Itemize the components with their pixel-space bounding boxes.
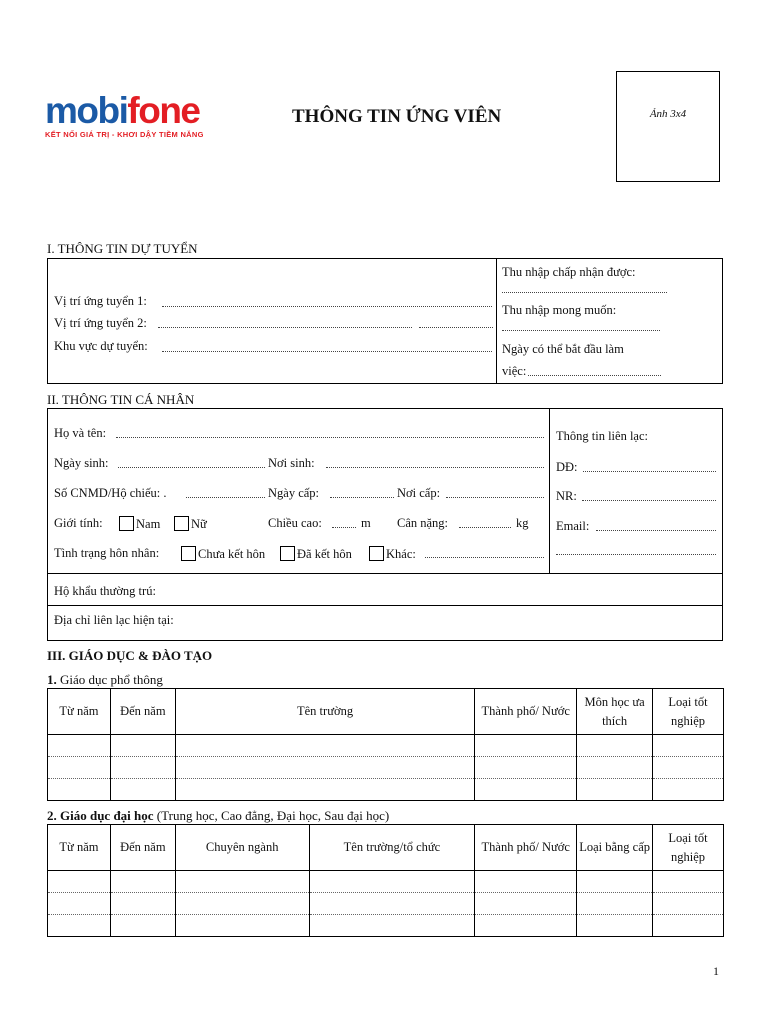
desired-income-label: Thu nhập mong muốn:: [502, 303, 617, 317]
start-date-field[interactable]: [528, 375, 661, 376]
weight-label: Cân nặng:: [397, 516, 449, 530]
dob-label: Ngày sinh:: [54, 456, 109, 470]
acceptable-income-label: Thu nhập chấp nhận được:: [502, 265, 636, 279]
mobile-field[interactable]: [583, 471, 716, 472]
contact-info-label: Thông tin liên lạc:: [556, 429, 648, 443]
column-header: Loại tốt nghiệp: [653, 825, 724, 871]
column-header: Thành phố/ Nước: [475, 825, 577, 871]
column-header: Từ năm: [48, 825, 111, 871]
position2-field[interactable]: [158, 327, 412, 328]
gender-male-option[interactable]: Nam: [119, 516, 160, 532]
logo-wordmark: mobifone: [45, 90, 200, 131]
height-unit: m: [361, 516, 371, 530]
issue-date-label: Ngày cấp:: [268, 486, 320, 500]
position1-label: Vị trí ứng tuyển 1:: [54, 294, 147, 308]
email-field[interactable]: [596, 530, 716, 531]
married-checkbox[interactable]: [280, 546, 295, 561]
weight-unit: kg: [516, 516, 529, 530]
issue-place-label: Nơi cấp:: [397, 486, 441, 500]
other-checkbox[interactable]: [369, 546, 384, 561]
column-header: Đến năm: [110, 689, 175, 735]
table-row: [48, 757, 724, 779]
area-label: Khu vực dự tuyển:: [54, 339, 148, 353]
email-label: Email:: [556, 519, 590, 533]
column-header: Tên trường: [175, 689, 474, 735]
higher-education-table: [47, 824, 724, 937]
height-field[interactable]: [332, 527, 356, 528]
height-label: Chiều cao:: [268, 516, 322, 530]
issue-date-field[interactable]: [330, 497, 394, 498]
table-row: [48, 735, 724, 757]
single-checkbox[interactable]: [181, 546, 196, 561]
column-header: Loại tốt nghiệp: [653, 689, 724, 735]
table-row: [48, 871, 724, 893]
column-header: Thành phố/ Nước: [475, 689, 577, 735]
gender-female-option[interactable]: Nữ: [174, 516, 207, 532]
birthplace-label: Nơi sinh:: [268, 456, 315, 470]
full-name-label: Họ và tên:: [54, 426, 107, 440]
marital-other-field[interactable]: [425, 557, 544, 558]
subsection-1-heading: 1. Giáo dục phổ thông: [47, 672, 163, 687]
column-header: Từ năm: [48, 689, 111, 735]
id-number-field[interactable]: [186, 497, 265, 498]
photo-label: Ảnh 3x4: [649, 108, 687, 120]
full-name-field[interactable]: [116, 437, 544, 438]
section-1-heading: I. THÔNG TIN DỰ TUYỂN: [47, 241, 198, 256]
general-education-table: [47, 688, 724, 801]
column-header: Tên trường/tổ chức: [309, 825, 475, 871]
female-checkbox[interactable]: [174, 516, 189, 531]
start-date-label: Ngày có thể bắt đầu làm: [502, 342, 624, 356]
table-row: [48, 893, 724, 915]
weight-field[interactable]: [459, 527, 511, 528]
page-title: THÔNG TIN ỨNG VIÊN: [292, 106, 502, 127]
section-3-heading: III. GIÁO DỤC & ĐÀO TẠO: [47, 648, 213, 663]
acceptable-income-field[interactable]: [502, 292, 667, 293]
desired-income-field[interactable]: [502, 330, 660, 331]
email-field-2[interactable]: [556, 554, 716, 555]
position1-field[interactable]: [162, 306, 492, 307]
page-number: 1: [713, 964, 719, 978]
home-phone-field[interactable]: [582, 500, 716, 501]
permanent-address-label: Hộ khẩu thường trú:: [54, 584, 156, 598]
marital-other-option[interactable]: Khác:: [369, 546, 416, 562]
marital-married-option[interactable]: Đã kết hôn: [280, 546, 352, 562]
dob-field[interactable]: [118, 467, 265, 468]
current-address-label: Địa chỉ liên lạc hiện tại:: [54, 613, 174, 627]
gender-label: Giới tính:: [54, 516, 103, 530]
position2-label: Vị trí ứng tuyển 2:: [54, 316, 147, 330]
photo-box: [616, 71, 720, 182]
area-field[interactable]: [162, 351, 492, 352]
column-header: Loại bằng cấp: [577, 825, 653, 871]
column-header: Đến năm: [110, 825, 175, 871]
table-row: [48, 915, 724, 937]
male-checkbox[interactable]: [119, 516, 134, 531]
logo-tagline: KẾT NỐI GIÁ TRỊ - KHƠI DẬY TIỀM NĂNG: [45, 130, 204, 139]
mobile-label: DĐ:: [556, 460, 578, 474]
column-header: Môn học ưa thích: [577, 689, 653, 735]
marital-status-label: Tình trạng hôn nhân:: [54, 546, 160, 560]
table-row: [48, 779, 724, 801]
id-number-label: Số CNMD/Hộ chiếu: .: [54, 486, 167, 500]
marital-single-option[interactable]: Chưa kết hôn: [181, 546, 265, 562]
start-date-label-2: việc:: [502, 364, 527, 378]
section-2-heading: II. THÔNG TIN CÁ NHÂN: [47, 392, 195, 407]
mobifone-logo: [45, 92, 225, 142]
home-phone-label: NR:: [556, 489, 577, 503]
birthplace-field[interactable]: [326, 467, 544, 468]
subsection-2-heading: 2. Giáo dục đại học (Trung học, Cao đẳng, Đại học, Sau đại học): [47, 808, 390, 823]
issue-place-field[interactable]: [446, 497, 544, 498]
column-header: Chuyên ngành: [175, 825, 309, 871]
